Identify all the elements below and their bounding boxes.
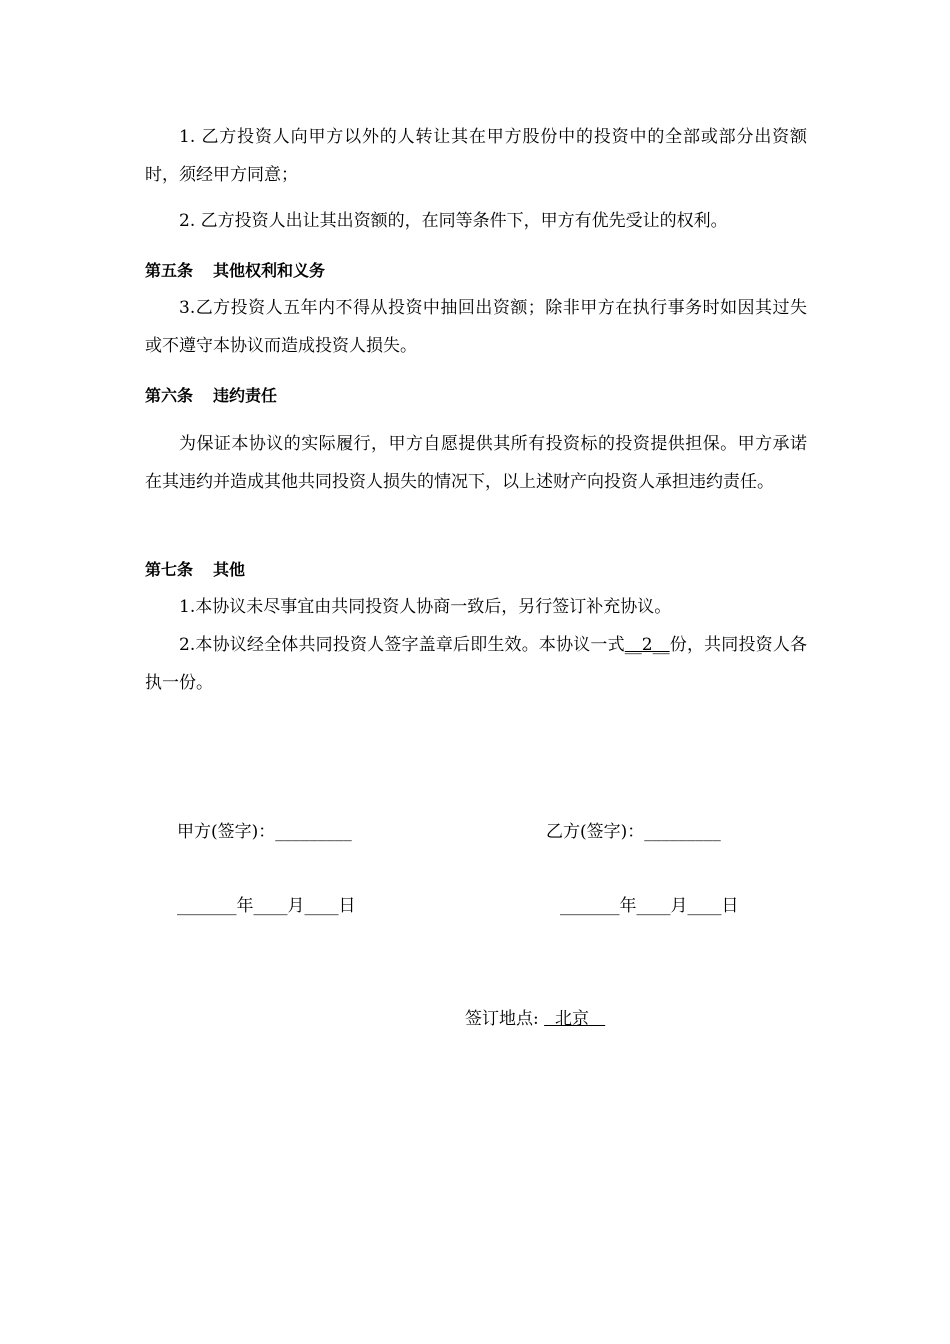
clause-7-item-2 [145, 626, 807, 702]
party-a-date: _______年____月____日 [177, 896, 356, 916]
clause-7-item-2-end: 份，共同投资人各执一份。 [145, 635, 808, 693]
party-a-signature: 甲方(签字)：_________ [177, 822, 352, 842]
section-6-title: 违约责任 [213, 386, 278, 405]
section-7-number: 第七条 [145, 560, 194, 579]
clause-4-item-1: 1. 乙方投资人向甲方以外的人转让其在甲方股份中的投资中的全部或部分出资额时，须经甲方同意； [145, 127, 807, 185]
section-5-number: 第五条 [145, 261, 194, 280]
signing-place-value: 北京 [544, 1009, 606, 1029]
section-6-heading [145, 384, 277, 408]
clause-6-text: 为保证本协议的实际履行，甲方自愿提供其所有投资标的投资提供担保。甲方承诺在其违约并造成其他共同投资人损失的情况下，以上述财产向投资人承担违约责任。 [145, 434, 807, 492]
copies-count: __2__ [624, 635, 670, 655]
clause-4-item-2: 2. 乙方投资人出让其出资额的，在同等条件下，甲方有优先受让的权利。 [179, 211, 728, 231]
signing-place [465, 1007, 605, 1031]
party-b-signature: 乙方(签字)：_________ [546, 822, 721, 842]
section-6-number: 第六条 [145, 386, 194, 405]
section-5-title: 其他权利和义务 [213, 261, 326, 280]
section-7-title: 其他 [213, 560, 246, 579]
section-5-heading [145, 259, 325, 283]
clause-7-item-2-start: 2.本协议经全体共同投资人签字盖章后即生效。本协议一式 [179, 635, 625, 655]
clause-5-item-3: 3.乙方投资人五年内不得从投资中抽回出资额；除非甲方在执行事务时如因其过失或不遵守本协议而造成投资人损失。 [145, 298, 807, 356]
section-7-heading [145, 558, 245, 582]
clause-7-item-1: 1.本协议未尽事宜由共同投资人协商一致后，另行签订补充协议。 [179, 597, 672, 617]
signing-place-label: 签订地点: [465, 1009, 539, 1029]
party-b-date: _______年____月____日 [560, 896, 739, 916]
